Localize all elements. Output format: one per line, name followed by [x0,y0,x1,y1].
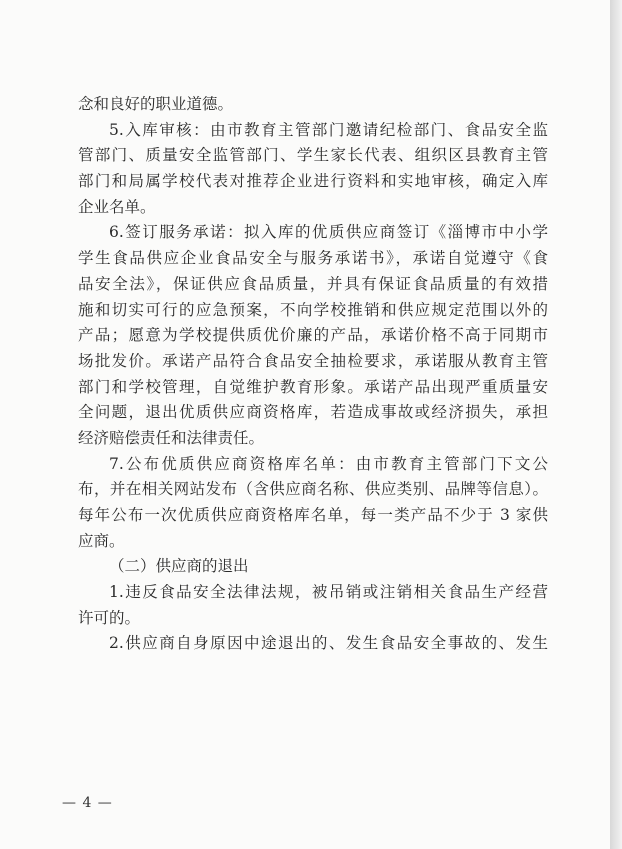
text-line: 部门和局属学校代表对推荐企业进行资料和实地审核，确定入库 [78,172,548,191]
text-line: 2.供应商自身原因中途退出的、发生食品安全事故的、发生 [109,634,548,653]
text-line: 企业名单。 [78,197,156,216]
text-line: 应商。 [78,531,125,550]
text-line: 7.公布优质供应商资格库名单：由市教育主管部门下文公 [109,454,548,473]
text-line: 产品；愿意为学校提供质优价廉的产品，承诺价格不高于同期市 [78,326,548,345]
page-edge [610,0,622,849]
text-line: 经济赔偿责任和法律责任。 [78,428,265,447]
text-line: 施和切实可行的应急预案，不向学校推销和供应规定范围以外的 [78,300,548,319]
document-body [78,92,548,657]
text-line: （二）供应商的退出 [109,557,249,576]
text-line: 5.入库审核：由市教育主管部门邀请纪检部门、食品安全监 [109,120,548,139]
text-line: 许可的。 [78,608,141,627]
text-line: 布，并在相关网站发布（含供应商名称、供应类别、品牌等信息）。 [78,480,548,499]
text-line: 1.违反食品安全法律法规，被吊销或注销相关食品生产经营 [109,583,548,602]
text-line: 6.签订服务承诺：拟入库的优质供应商签订《淄博市中小学 [109,223,548,242]
text-line: 场批发价。承诺产品符合食品安全抽检要求，承诺服从教育主管 [78,351,548,370]
text-line: 每年公布一次优质供应商资格库名单，每一类产品不少于 3 家供 [78,506,548,524]
text-line: 念和良好的职业道德。 [78,95,234,113]
text-line: 管部门、质量安全监管部门、学生家长代表、组织区县教育主管 [78,146,548,165]
text-line: 部门和学校管理，自觉维护教育形象。承诺产品出现严重质量安 [78,377,548,396]
text-line: 学生食品供应企业食品安全与服务承诺书》，承诺自觉遵守《食 [78,249,548,268]
text-line: 全问题，退出优质供应商资格库，若造成事故或经济损失，承担 [78,403,548,422]
page-number: — 4 — [62,795,113,811]
text-line: 品安全法》，保证供应食品质量，并具有保证食品质量的有效措 [78,274,548,293]
